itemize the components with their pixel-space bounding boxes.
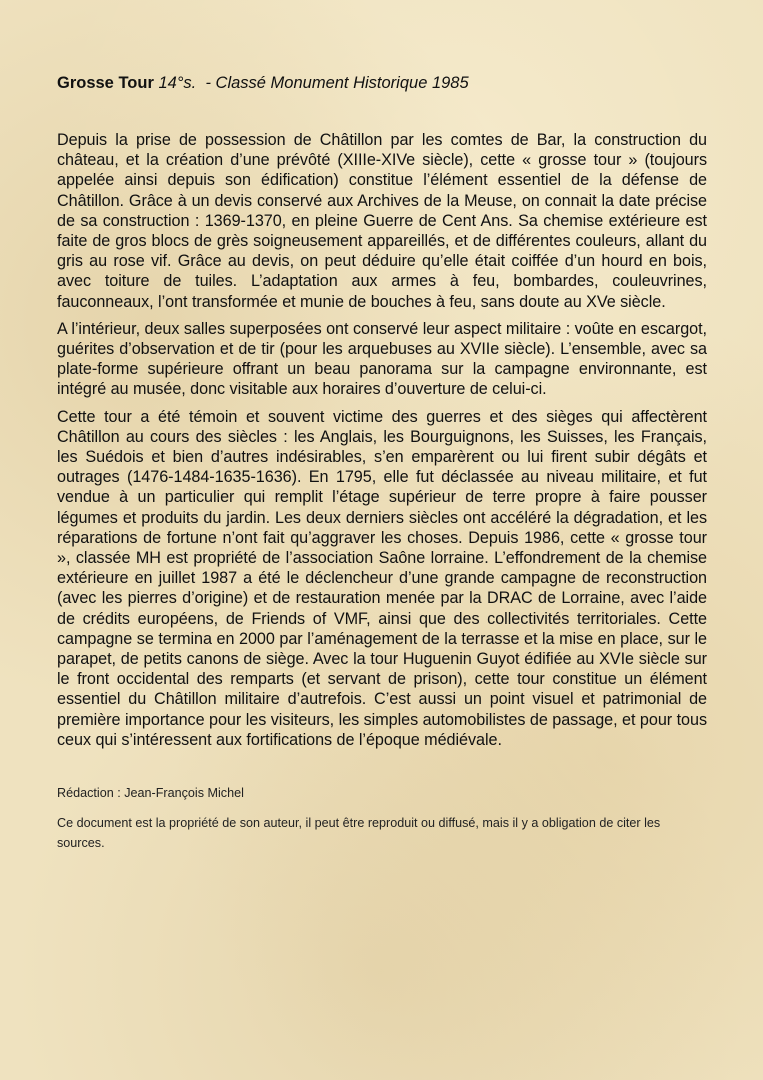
title-century: 14°s. <box>158 74 197 92</box>
paragraph-interior: A l’intérieur, deux salles superposées ont conservé leur aspect militaire : voûte en escargot, guérites d’observation et de tir (pour les arquebuses au XVIIe siècle). L’ensemble, avec sa plate-forme supérieure offrant un beau panorama sur la campagne environnante, est intégré au musée, donc visitable aux horaires d’ouverture de celui-ci. <box>57 319 707 399</box>
title-status: - Classé Monument Historique 1985 <box>205 74 469 92</box>
author-credit: Rédaction : Jean-François Michel <box>57 786 244 801</box>
paragraph-history: Depuis la prise de possession de Châtillon par les comtes de Bar, la construction du château, et la création d’une prévôté (XIIIe-XIVe siècle), cette « grosse tour » (toujours appelée ainsi depuis son édification) constitue l’élément essentiel de la défense de Châtillon. Grâce à un devis conservé aux Archives de la Meuse, on connait la date précise de sa construction : 1369-1370, en pleine Guerre de Cent Ans. Sa chemise extérieure est faite de gros blocs de grès soigneusement appareillés, et de différentes couleurs, allant du gris au rose vif. Grâce au devis, on peut déduire qu’elle était coiffée d’un hourd en bois, avec toiture de tuiles. L’adaptation aux armes à feu, bombardes, couleuvrines, fauconneaux, l’ont transformée et munie de bouches à feu, sans doute au XVe siècle. <box>57 131 707 311</box>
paragraph-sieges: Cette tour a été témoin et souvent victime des guerres et des sièges qui affectèrent Châtillon au cours des siècles : les Anglais, les Bourguignons, les Suisses, les Français, les Suédois et bien d’autres indésirables, s’en emparèrent ou lui firent subir dégâts et outrages (1476-1484-1635-1636). En 1795, elle fut déclassée au niveau militaire, et fut vendue à un particulier qui remplit l’étage supérieur de terre propre à faire pousser légumes et produits du jardin. Les deux derniers siècles ont accéléré la dégradation, et les réparations de fortune n’ont fait qu’aggraver les choses. Depuis 1986, cette « grosse tour », classée MH est propriété de l’association Saône lorraine. L’effondrement de la chemise extérieure en juillet 1987 a été le déclencheur d’une grande campagne de reconstruction (avec les pierres d’origine) et de restauration menée par la DRAC de Lorraine, avec l’aide de crédits européens, de Friends of VMF, ainsi que des collectivités territoriales. Cette campagne se termina en 2000 par l’aménagement de la terrasse et la mise en place, sur le parapet, de petits canons de siège. Avec la tour Huguenin Guyot édifiée au XVIe siècle sur le front occidental des remparts (et servant de prison), cette tour constitue un élément essentiel du Châtillon militaire d’autrefois. C’est aussi un point visuel et patrimonial de première importance pour les visiteurs, les simples automobilistes de passage, et pour tous ceux qui s’intéressent aux fortifications de l’époque médiévale. <box>57 407 707 749</box>
footer <box>57 783 707 853</box>
title-main: Grosse Tour <box>57 74 154 92</box>
page-title <box>57 72 707 94</box>
copyright-notice: Ce document est la propriété de son auteur, il peut être reproduit ou diffusé, mais il y a obligation de citer les sources. <box>57 816 661 851</box>
document-page <box>57 72 707 853</box>
